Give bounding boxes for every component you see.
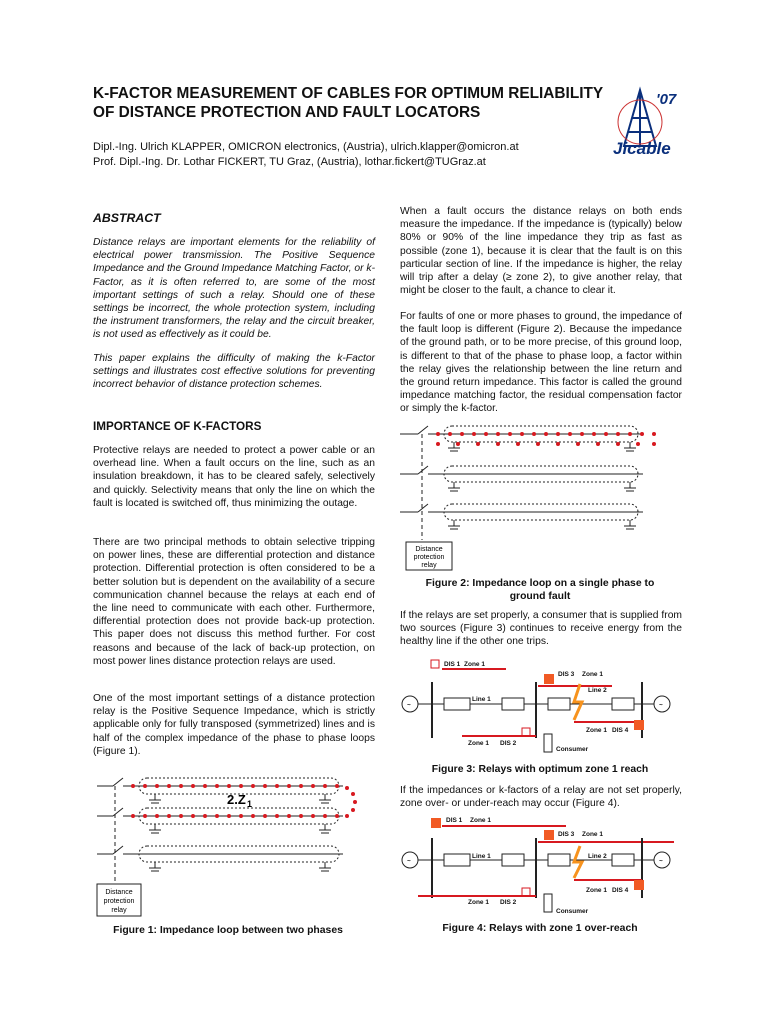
- svg-text:Zone 1: Zone 1: [586, 727, 607, 734]
- right-paragraph-3: If the relays are set properly, a consumer that is supplied from two sources (Figure 3) continues to receive energy from the healthy line if the other one trips.: [400, 610, 682, 648]
- svg-text:DIS 4: DIS 4: [612, 727, 629, 734]
- right-paragraph-2: For faults of one or more phases to ground, the impedance of the fault loop is different (Figure 2). Because the impedance of the ground path, or to be more precise, of this ground loop, is different to that of the phase to phase loop, a factor within the relay gives the relationship between the line return and the ground return impedance. This factor is called the ground impedance matching factor, the residual compensation factor or simply the k-factor.: [400, 311, 682, 415]
- section1-paragraph-1: Protective relays are needed to protect a power cable or an overhead line. When a fault occurs on the line, such as an insulation breakdown, it has to be cleared safely, selectively and quickly. Selectivity means that only the line on which the fault is located is switched off, thus minimizing the outage.: [93, 445, 375, 509]
- svg-text:Distance: Distance: [105, 889, 133, 896]
- section1-paragraph-3: One of the most important settings of a distance protection relay is the Positive Sequence Impedance, which is strictly applicable only for fully transposed (symmetrized) lines and is half of the complex impedance of the phase to phase loops (Figure 1).: [93, 693, 375, 757]
- svg-text:Distance: Distance: [415, 546, 443, 553]
- right-body-2: [400, 310, 682, 416]
- svg-text:~: ~: [659, 702, 663, 709]
- svg-text:Zone 1: Zone 1: [470, 817, 491, 824]
- section1-body-1: [93, 444, 375, 510]
- figure-3-diagram: [398, 656, 682, 756]
- svg-text:~: ~: [407, 858, 411, 865]
- section1-paragraph-2: There are two principal methods to obtain selective tripping on power lines, these are differential protection and distance protection. Differential protection is often considered to be a better solution but is dependent on the availability of a secure communication channel because the relays at each end of the line need to communicate with each other. Furthermore, differential protection does not provide back-up protection. This paper does not discuss this method further. For cost reasons and because of the lack of back-up protection, on most power lines distance protection relays are used.: [93, 537, 375, 667]
- abstract-paragraph-1: Distance relays are important elements for the reliability of electrical power transmission. The Positive Sequence Impedance and the Ground Impedance Matching Factor, or k-Factor, as it is often referred to, are some of the most important settings of such a relay. Should one of these settings be incorrect, the whole protection system, including the instrument transformers, the relay and the circuit breaker, is not used as effectively as it could be.: [93, 237, 375, 341]
- figure-4-diagram: [398, 812, 682, 916]
- figure-4-caption: Figure 4: Relays with zone 1 over-reach: [442, 923, 638, 934]
- section1-body-3: [93, 692, 375, 758]
- svg-text:Zone 1: Zone 1: [582, 671, 603, 678]
- svg-text:DIS 3: DIS 3: [558, 831, 575, 838]
- section1-body-2: [93, 536, 375, 668]
- svg-text:protection: protection: [413, 554, 445, 561]
- svg-text:DIS 4: DIS 4: [612, 887, 629, 894]
- paper-title: K-FACTOR MEASUREMENT OF CABLES FOR OPTIMUM RELIABILITY OF DISTANCE PROTECTION AND FAULT LOCATORS: [93, 85, 603, 121]
- svg-text:DIS 1: DIS 1: [444, 661, 461, 668]
- figure-2-caption-line-2: ground fault: [509, 591, 571, 602]
- svg-text:Line 1: Line 1: [472, 696, 491, 703]
- figure-1-caption: Figure 1: Impedance loop between two phases: [113, 925, 343, 936]
- svg-text:DIS 2: DIS 2: [500, 899, 517, 906]
- svg-text:~: ~: [659, 858, 663, 865]
- figure-1-diagram: [93, 772, 363, 918]
- author-2: Prof. Dipl.-Ing. Dr. Lothar FICKERT, TU Graz, (Austria), lothar.fickert@TUGraz.at: [93, 156, 486, 168]
- right-paragraph-1: When a fault occurs the distance relays on both ends measure the impedance. If the impedance is (typically) below 80% or 90% of the line impedance they trip as fast as possible (zone 1), because it is clear that the fault is on this particular section of line. If the impedance is higher, the relay will trip after a delay (≥ zone 2), to give another relay, that might be closer to the fault, a chance to clear it.: [400, 206, 682, 297]
- svg-text:DIS 3: DIS 3: [558, 671, 575, 678]
- abstract-body: [93, 236, 375, 342]
- abstract-heading: ABSTRACT: [93, 211, 161, 225]
- svg-text:Line 2: Line 2: [588, 853, 607, 860]
- svg-text:DIS 2: DIS 2: [500, 740, 517, 747]
- figure-2-caption-line-1: Figure 2: Impedance loop on a single phase to: [425, 578, 655, 589]
- figure-3-caption: Figure 3: Relays with optimum zone 1 reach: [431, 764, 649, 775]
- svg-text:'07: '07: [656, 91, 677, 108]
- author-list: [93, 140, 519, 170]
- svg-text:Line 2: Line 2: [588, 687, 607, 694]
- svg-text:relay: relay: [421, 562, 437, 569]
- abstract-paragraph-2: This paper explains the difficulty of making the k-Factor settings and illustrates cost effective solutions for preventing incorrect behavior of distance protection schemes.: [93, 353, 375, 391]
- svg-text:Jicable: Jicable: [613, 139, 671, 158]
- right-paragraph-4: If the impedances or k-factors of a relay are not set properly, zone over- or under-reach may occur (Figure 4).: [400, 785, 682, 810]
- svg-text:~: ~: [407, 702, 411, 709]
- svg-text:DIS 1: DIS 1: [446, 817, 463, 824]
- abstract-body-2: [93, 352, 375, 392]
- figure-1-impedance-label: 2.Z: [227, 792, 246, 807]
- svg-text:relay: relay: [111, 907, 127, 914]
- svg-text:Consumer: Consumer: [556, 908, 589, 915]
- svg-text:Zone 1: Zone 1: [468, 740, 489, 747]
- svg-text:Line 1: Line 1: [472, 853, 491, 860]
- svg-text:Consumer: Consumer: [556, 746, 589, 753]
- section-heading-k-factors: IMPORTANCE OF K-FACTORS: [93, 420, 262, 433]
- svg-text:Zone 1: Zone 1: [586, 887, 607, 894]
- right-body-1: [400, 205, 682, 297]
- right-body-4: [400, 784, 682, 810]
- svg-text:Zone 1: Zone 1: [464, 661, 485, 668]
- figure-2-caption: [398, 577, 682, 603]
- jicable-logo: [610, 84, 692, 160]
- svg-text:Zone 1: Zone 1: [582, 831, 603, 838]
- svg-text:protection: protection: [103, 898, 135, 905]
- svg-text:Zone 1: Zone 1: [468, 899, 489, 906]
- author-1: Dipl.-Ing. Ulrich KLAPPER, OMICRON electronics, (Austria), ulrich.klapper@omicron.at: [93, 141, 519, 153]
- figure-2-diagram: [398, 424, 668, 572]
- figure-1-impedance-subscript: 1: [247, 799, 253, 809]
- right-body-3: [400, 609, 682, 649]
